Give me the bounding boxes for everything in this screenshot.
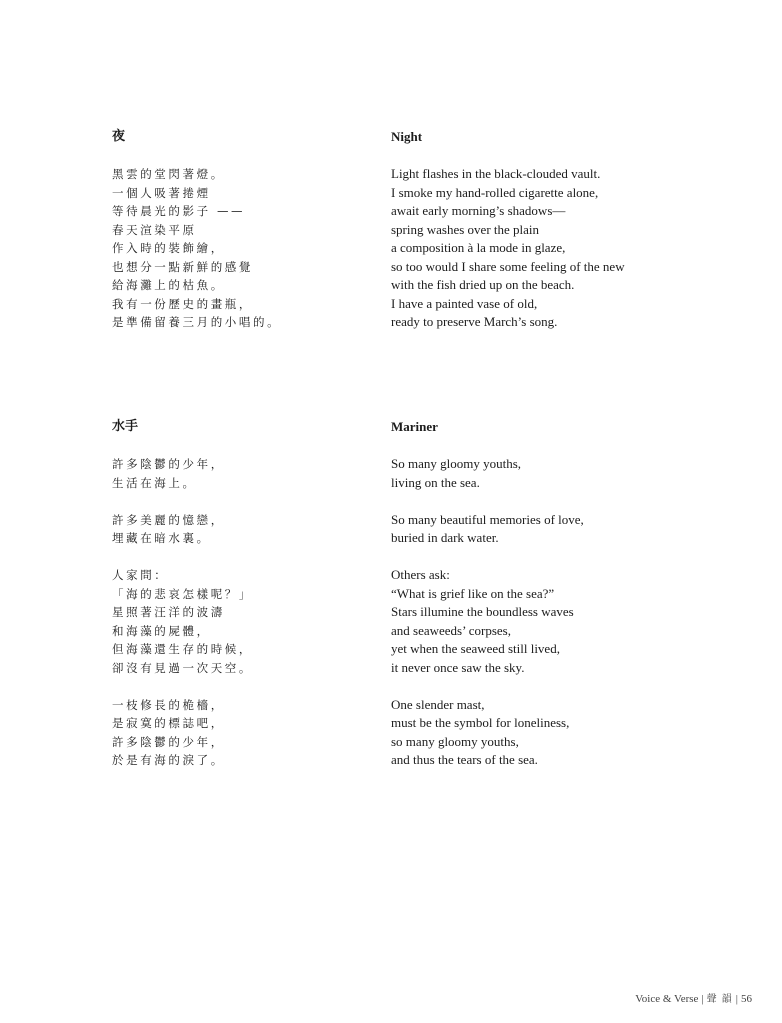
- stanza: [391, 165, 751, 332]
- poem-line: buried in dark water.: [391, 530, 499, 545]
- poem-line: One slender mast,: [391, 696, 485, 712]
- poem-line: So many gloomy youths,: [391, 456, 522, 471]
- poem-mariner-zh: [112, 418, 372, 788]
- stanza: [391, 455, 751, 492]
- page-footer: [635, 990, 752, 1005]
- stanza: [112, 696, 372, 770]
- poem-line: 「海的悲哀怎樣呢？」: [112, 586, 253, 601]
- footer-separator: |: [735, 993, 738, 1005]
- poem-line: 卻沒有見過一次天空。: [112, 660, 253, 675]
- poem-line: 給海灘上的枯魚。: [112, 278, 225, 292]
- poem-line: ready to preserve March’s song.: [391, 314, 558, 329]
- stanza: [112, 511, 372, 548]
- poem-line: 於是有海的淚了。: [112, 753, 225, 767]
- stanza: [391, 511, 751, 548]
- poem-line: yet when the seaweed still lived,: [391, 641, 560, 656]
- stanza: [112, 165, 372, 332]
- poem-line: 許多陰鬱的少年，: [112, 734, 225, 749]
- poem-line: and seaweeds’ corpses,: [391, 622, 511, 638]
- poem-line: 春天渲染平原: [112, 222, 197, 237]
- poem-title-zh: 水手: [112, 419, 139, 434]
- poem-line: 一枝修長的桅檣，: [112, 697, 225, 712]
- poem-line: 我有一份歷史的畫瓶，: [112, 296, 253, 311]
- stanza: [112, 566, 372, 677]
- poem-line: 是寂寞的標誌吧，: [112, 716, 225, 730]
- poem-title-zh: 夜: [112, 129, 126, 144]
- poem-line: 埋藏在暗水裏。: [112, 531, 211, 545]
- poem-line: 生活在海上。: [112, 475, 197, 490]
- poem-line: 許多美麗的憶戀，: [112, 512, 225, 527]
- poem-line: “What is grief like on the sea?”: [391, 585, 555, 601]
- stanza: [391, 696, 751, 770]
- poem-line: 是準備留養三月的小唱的。: [112, 315, 282, 329]
- poem-line: So many beautiful memories of love,: [391, 511, 584, 527]
- poem-line: await early morning’s shadows—: [391, 203, 566, 218]
- poem-line: 也想分一點新鮮的感覺: [112, 259, 253, 274]
- page-number: 56: [741, 993, 752, 1005]
- poem-line: a composition à la mode in glaze,: [391, 240, 566, 255]
- poem-line: I smoke my hand-rolled cigarette alone,: [391, 184, 599, 200]
- poem-line: so many gloomy youths,: [391, 733, 519, 749]
- poem-line: 一個人吸著捲煙: [112, 185, 211, 200]
- poem-line: 和海藻的屍體，: [112, 623, 211, 638]
- poem-title-en: Mariner: [391, 419, 438, 434]
- poem-night-en: [391, 128, 751, 350]
- poem-line: with the fish dried up on the beach.: [391, 277, 575, 292]
- poem-line: living on the sea.: [391, 474, 480, 490]
- footer-separator: |: [701, 993, 704, 1005]
- poem-line: 等待晨光的影子 ——: [112, 204, 246, 218]
- publication-name: Voice & Verse: [635, 993, 699, 1005]
- stanza: [391, 566, 751, 677]
- stanza: [112, 455, 372, 492]
- poem-line: 但海藻還生存的時候，: [112, 642, 253, 656]
- poem-line: I have a painted vase of old,: [391, 295, 538, 311]
- poem-night-zh: [112, 128, 372, 350]
- poem-title-en: Night: [391, 129, 423, 144]
- poem-line: Light flashes in the black-clouded vault.: [391, 166, 601, 181]
- poem-line: 黑雲的堂閃著燈。: [112, 167, 225, 181]
- poem-line: so too would I share some feeling of the new: [391, 258, 625, 274]
- poem-line: 人家問：: [112, 568, 169, 582]
- poem-line: must be the symbol for loneliness,: [391, 715, 570, 730]
- poem-line: Others ask:: [391, 567, 450, 582]
- poem-line: spring washes over the plain: [391, 221, 540, 237]
- publication-name-zh: 聲 韻: [706, 994, 733, 1005]
- poem-line: 許多陰鬱的少年，: [112, 457, 225, 471]
- poem-line: and thus the tears of the sea.: [391, 752, 538, 767]
- poem-mariner-en: [391, 418, 751, 788]
- poem-line: 星照著汪洋的波濤: [112, 605, 225, 619]
- poem-line: Stars illumine the boundless waves: [391, 604, 574, 619]
- poem-line: it never once saw the sky.: [391, 659, 525, 675]
- poem-line: 作入時的裝飾繪，: [112, 241, 225, 255]
